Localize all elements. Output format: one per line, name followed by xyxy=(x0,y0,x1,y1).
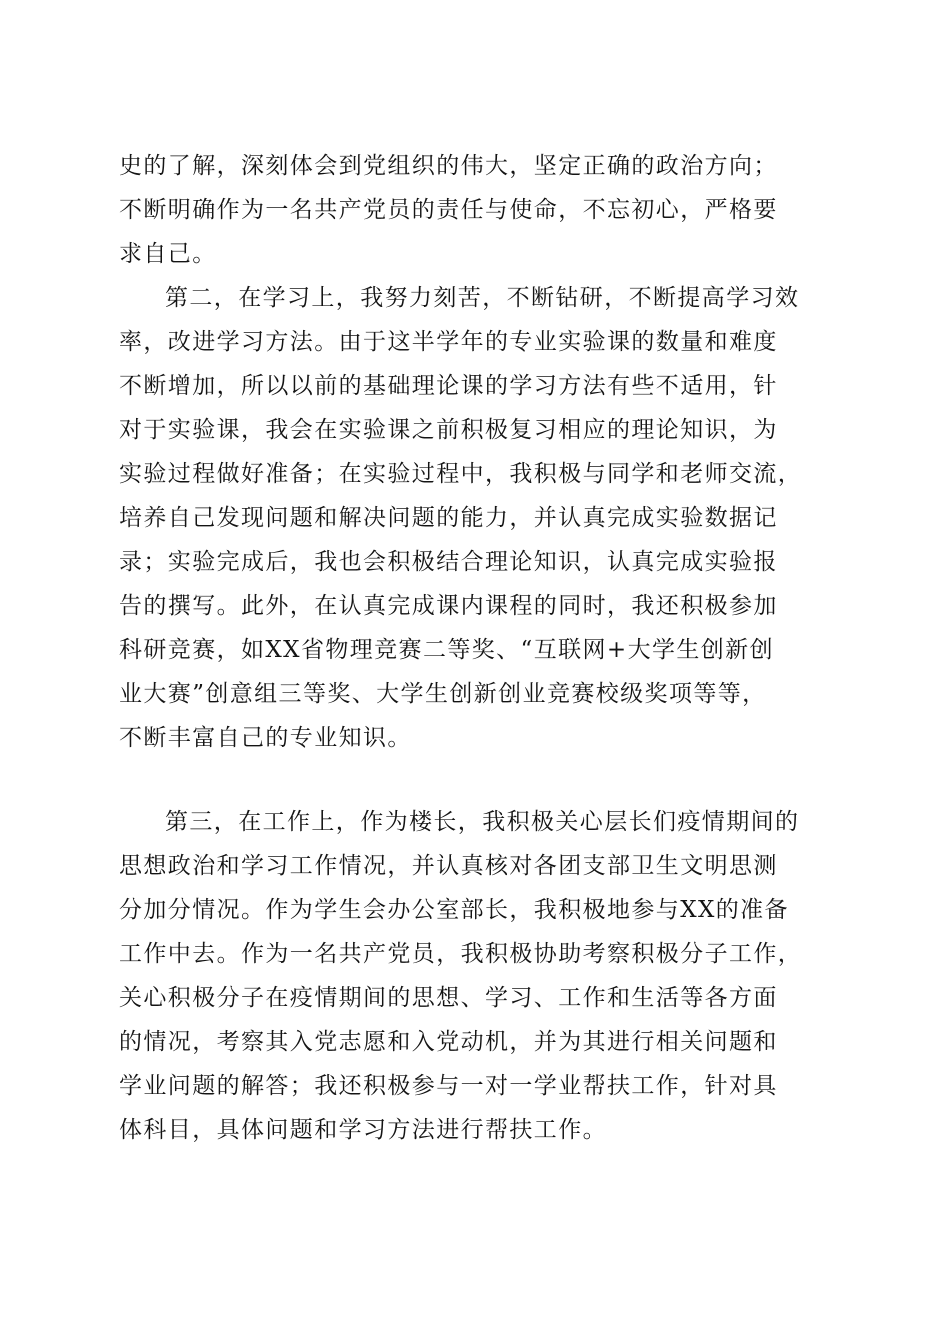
text-line: 录；实验完成后，我也会积极结合理论知识，认真完成实验报 xyxy=(119,549,778,575)
text-line: 分加分情况。作为学生会办公室部长，我积极地参与XX的准备 xyxy=(119,897,789,923)
text-line: 学业问题的解答；我还积极参与一对一学业帮扶工作，针对具 xyxy=(119,1073,778,1099)
text-line: 不断丰富自己的专业知识。 xyxy=(119,725,412,751)
text-line: 不断明确作为一名共产党员的责任与使命，不忘初心，严格要 xyxy=(119,197,778,223)
text-line: 业大赛”创意组三等奖、大学生创新创业竞赛校级奖项等等， xyxy=(119,681,767,707)
paragraph-study xyxy=(119,276,831,760)
text-line: 思想政治和学习工作情况，并认真核对各团支部卫生文明思测 xyxy=(119,853,778,879)
text-line: 培养自己发现问题和解决问题的能力，并认真完成实验数据记 xyxy=(119,505,778,531)
paragraph-continuation xyxy=(119,144,831,276)
text-line: 的情况，考察其入党志愿和入党动机，并为其进行相关问题和 xyxy=(119,1029,778,1055)
text-line: 第二，在学习上，我努力刻苦，不断钻研，不断提高学习效 xyxy=(165,285,800,311)
text-line: 工作中去。作为一名共产党员，我积极协助考察积极分子工作， xyxy=(119,941,803,967)
text-line: 第三，在工作上，作为楼长，我积极关心层长们疫情期间的 xyxy=(165,809,800,835)
text-line: 体科目，具体问题和学习方法进行帮扶工作。 xyxy=(119,1117,607,1143)
text-line: 对于实验课，我会在实验课之前积极复习相应的理论知识，为 xyxy=(119,417,778,443)
text-line: 求自己。 xyxy=(119,241,217,267)
text-line: 率，改进学习方法。由于这半学年的专业实验课的数量和难度 xyxy=(119,329,778,355)
text-line: 科研竞赛，如XX省物理竞赛二等奖、“互联网+大学生创新创 xyxy=(119,637,774,663)
text-line: 实验过程做好准备；在实验过程中，我积极与同学和老师交流， xyxy=(119,461,803,487)
paragraph-work xyxy=(119,800,831,1152)
text-line: 关心积极分子在疫情期间的思想、学习、工作和生活等各方面 xyxy=(119,985,778,1011)
text-line: 史的了解，深刻体会到党组织的伟大，坚定正确的政治方向； xyxy=(119,153,778,179)
text-line: 不断增加，所以以前的基础理论课的学习方法有些不适用，针 xyxy=(119,373,778,399)
text-line: 告的撰写。此外，在认真完成课内课程的同时，我还积极参加 xyxy=(119,593,778,619)
